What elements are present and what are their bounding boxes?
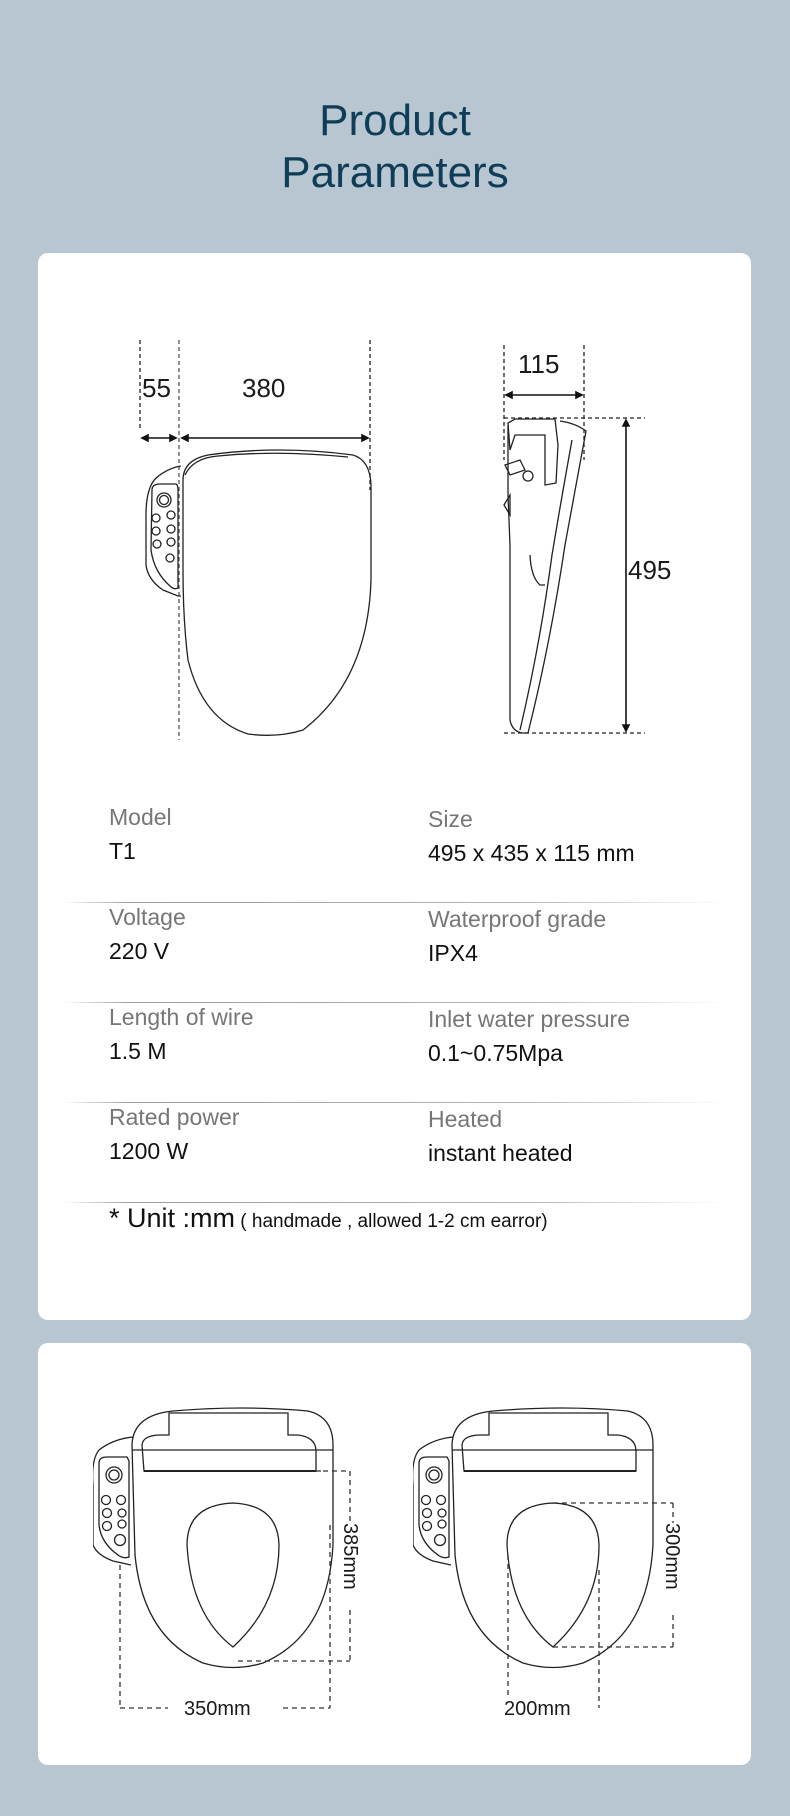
unit-footnote	[109, 1203, 548, 1234]
seat-dimensions-card	[38, 1343, 751, 1765]
page-title	[0, 95, 790, 199]
spec-row-wire-pressure	[64, 1003, 726, 1103]
spec-value: 0.1~0.75Mpa	[428, 1040, 563, 1066]
spec-row-model-size	[64, 803, 726, 903]
spec-label: Voltage	[109, 904, 186, 930]
title-line-2: Parameters	[281, 148, 509, 197]
dim-seat-width: 380	[242, 373, 286, 403]
dim-length: 495	[628, 555, 672, 585]
spec-water-pressure	[428, 1005, 630, 1067]
spec-label: Size	[428, 806, 473, 832]
spec-label: Waterproof grade	[428, 906, 607, 932]
spec-voltage	[109, 903, 186, 965]
spec-label: Model	[109, 804, 172, 830]
spec-model	[109, 803, 172, 865]
dim-controller-width: 55	[142, 373, 171, 403]
spec-heated	[428, 1105, 573, 1167]
title-line-1: Product	[319, 96, 471, 145]
footnote-unit: * Unit :mm	[109, 1203, 236, 1233]
dim-opening-width-200: 200mm	[504, 1698, 571, 1720]
dim-seat-width-350: 350mm	[184, 1698, 251, 1720]
spec-row-voltage-waterproof	[64, 903, 726, 1003]
seat-opening-dimension-drawing-icon	[413, 1405, 693, 1725]
spec-row-power-heated	[64, 1103, 726, 1203]
spec-value: 1200 W	[109, 1138, 189, 1164]
spec-value: T1	[109, 838, 136, 864]
spec-value: IPX4	[428, 940, 478, 966]
dim-depth: 115	[518, 349, 560, 379]
spec-value: instant heated	[428, 1140, 573, 1166]
seat-outer-dimension-drawing-icon	[93, 1405, 373, 1725]
spec-label: Inlet water pressure	[428, 1006, 630, 1032]
spec-size	[428, 805, 635, 867]
spec-wire-length	[109, 1003, 253, 1065]
spec-waterproof-grade	[428, 905, 606, 967]
spec-value: 220 V	[109, 938, 170, 964]
spec-rated-power	[109, 1103, 239, 1165]
dim-opening-length-300: 300mm	[661, 1523, 683, 1590]
spec-value: 1.5 M	[109, 1038, 167, 1064]
side-view-drawing-icon	[500, 345, 680, 735]
spec-label: Length of wire	[109, 1004, 254, 1030]
parameters-card	[38, 253, 751, 1320]
footnote-note: ( handmade , allowed 1-2 cm earror)	[235, 1211, 548, 1232]
spec-label: Heated	[428, 1106, 503, 1132]
spec-label: Rated power	[109, 1104, 240, 1130]
spec-value: 495 x 435 x 115 mm	[428, 840, 635, 866]
dim-seat-length-385: 385mm	[339, 1523, 361, 1590]
